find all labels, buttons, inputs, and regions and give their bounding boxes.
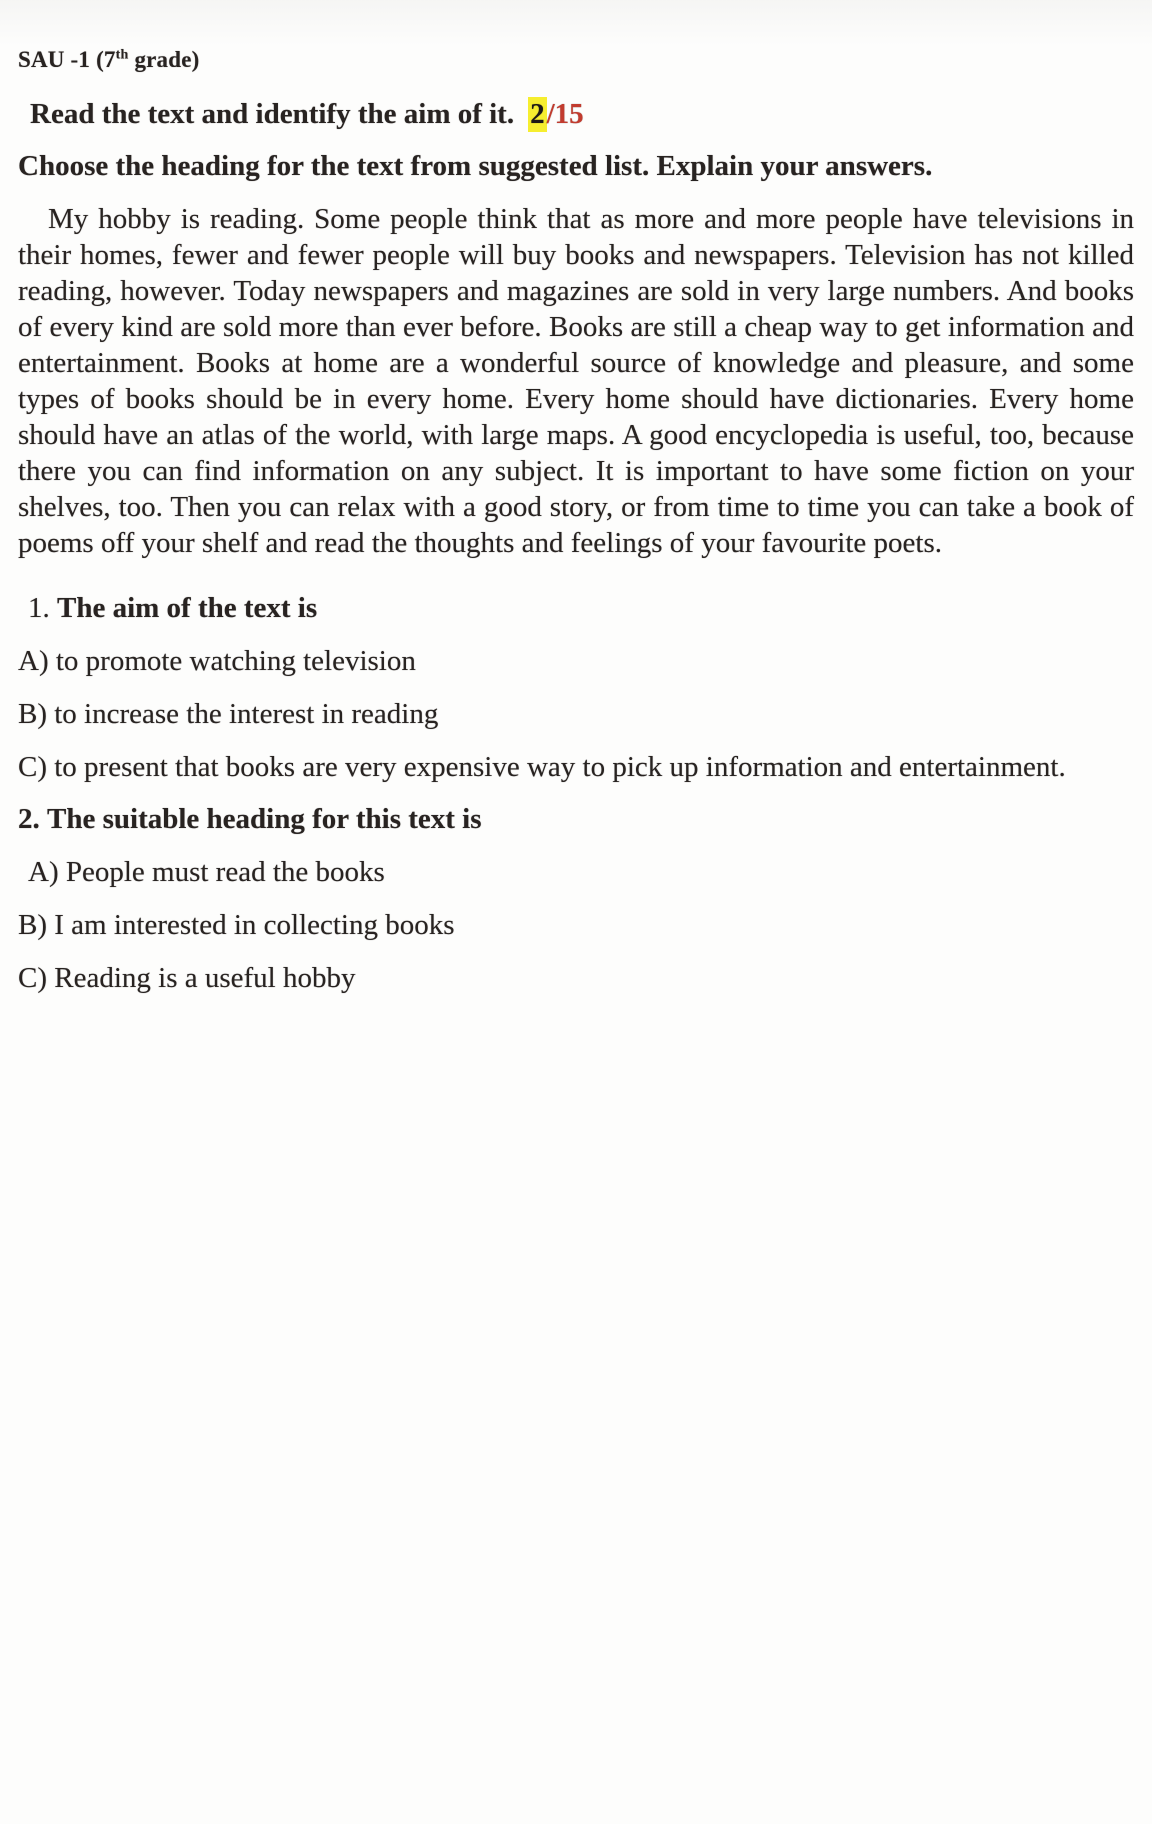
question-1-heading bbox=[18, 590, 1134, 626]
question-1-option-b: B) to increase the interest in reading bbox=[18, 698, 439, 730]
question-2-prompt: The suitable heading for this text is bbox=[47, 803, 482, 835]
grade-superscript: th bbox=[115, 47, 129, 63]
question-1-option-c: C) to present that books are very expensive way to pick up information and entertainment. bbox=[18, 751, 1066, 783]
reading-passage: My hobby is reading. Some people think that as more and more people have televisions in their homes, fewer and fewer people will buy books and newspapers. Television has not killed reading, however. Today newspapers and magazines are sold in very large numbers. And books of every kind are sold more than ever before. Books are still a cheap way to get information and entertainment. Books at home are a wonderful source of knowledge and pleasure, and some types of books should be in every home. Every home should have dictionaries. Every home should have an atlas of the world, with large maps. A good encyclopedia is useful, too, because there you can find information on any subject. It is important to have some fiction on your shelves, too. Then you can relax with a good story, or from time to time you can take a book of poems off your shelf and read the thoughts and feelings of your favourite poets. bbox=[18, 203, 1134, 559]
question-2-heading bbox=[18, 801, 1134, 837]
document-header bbox=[18, 46, 1134, 74]
instruction-text: Read the text and identify the aim of it. bbox=[30, 98, 515, 130]
question-2-number: 2. bbox=[18, 803, 40, 835]
question-2-option-b: B) I am interested in collecting books bbox=[18, 909, 455, 941]
header-prefix: SAU -1 (7 bbox=[18, 47, 116, 72]
score-denominator: /15 bbox=[546, 98, 584, 130]
question-1-option-a: A) to promote watching television bbox=[18, 645, 416, 677]
question-2-option-a: A) People must read the books bbox=[28, 856, 385, 888]
score-badge bbox=[528, 98, 584, 130]
instruction-line bbox=[18, 96, 1134, 132]
question-1-prompt: The aim of the text is bbox=[57, 592, 318, 624]
header-suffix: grade) bbox=[128, 47, 200, 72]
score-highlighted-value: 2 bbox=[530, 98, 545, 130]
question-1-number: 1. bbox=[28, 592, 50, 624]
question-2-option-c: C) Reading is a useful hobby bbox=[18, 962, 356, 994]
task-heading: Choose the heading for the text from suggested list. Explain your answers. bbox=[18, 150, 933, 182]
